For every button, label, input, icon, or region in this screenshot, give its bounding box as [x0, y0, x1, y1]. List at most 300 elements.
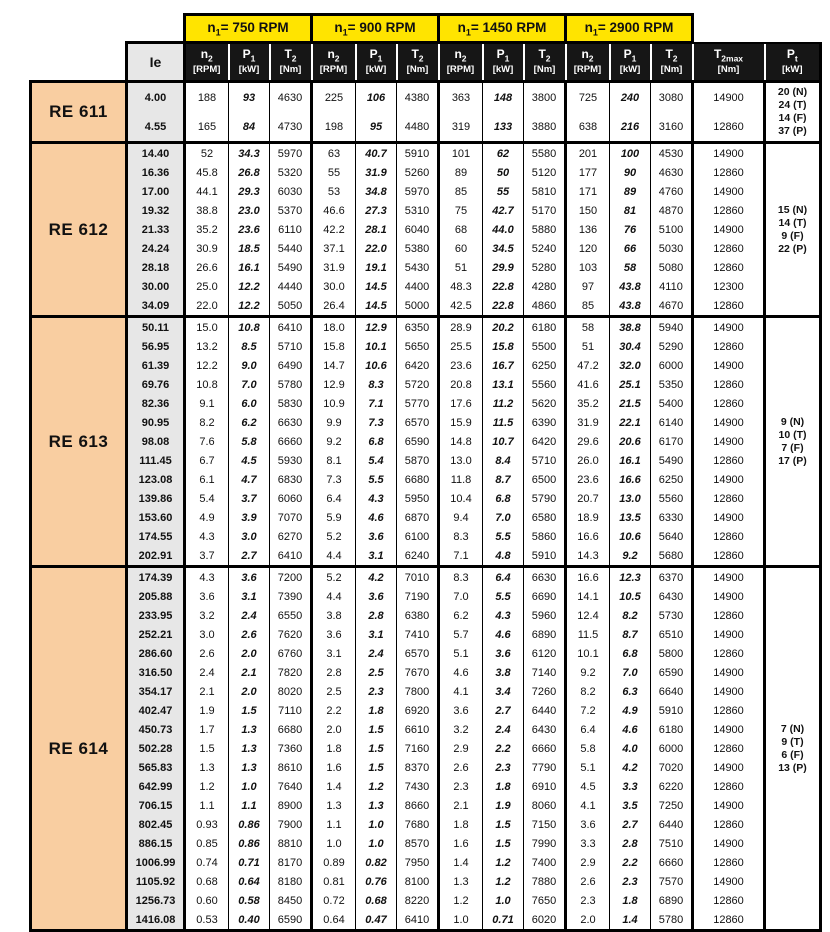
- cell-t2: 8450: [270, 891, 312, 910]
- cell-n2: 60: [439, 239, 483, 258]
- header-label: $P_1$: [369, 46, 383, 64]
- cell-n2: 89: [439, 163, 483, 182]
- cell-p1: 1.3: [356, 796, 397, 815]
- pt-note: [765, 143, 821, 317]
- t2-header-750: [270, 43, 312, 82]
- cell-t2: 5910: [397, 143, 439, 164]
- table-row: [31, 567, 821, 588]
- cell-n2: 26.6: [185, 258, 229, 277]
- cell-t2max: 14900: [693, 872, 765, 891]
- cell-n2: 52: [185, 143, 229, 164]
- cell-n2: 14.7: [312, 356, 356, 375]
- cell-n2: 2.3: [439, 777, 483, 796]
- table-row: [31, 910, 821, 931]
- cell-n2: 35.2: [566, 394, 610, 413]
- cell-p1: 3.6: [356, 527, 397, 546]
- cell-t2: 5780: [651, 910, 693, 931]
- cell-t2: 5970: [397, 182, 439, 201]
- cell-t2: 5930: [270, 451, 312, 470]
- cell-t2max: 14900: [693, 432, 765, 451]
- cell-t2: 5720: [397, 375, 439, 394]
- cell-p1: 3.3: [610, 777, 651, 796]
- cell-t2: 6220: [651, 777, 693, 796]
- table-row: [31, 356, 821, 375]
- cell-n2: 42.2: [312, 220, 356, 239]
- cell-p1: 16.6: [610, 470, 651, 489]
- cell-t2max: 12860: [693, 337, 765, 356]
- table-row: [31, 682, 821, 701]
- cell-t2max: 12860: [693, 112, 765, 143]
- cell-n2: 188: [185, 82, 229, 113]
- cell-p1: 38.8: [610, 317, 651, 338]
- cell-p1: 2.0: [229, 682, 270, 701]
- cell-p1: 31.9: [356, 163, 397, 182]
- ratio-cell: 233.95: [127, 606, 185, 625]
- cell-t2: 4400: [397, 277, 439, 296]
- ratio-cell: 16.36: [127, 163, 185, 182]
- cell-t2: 5560: [524, 375, 566, 394]
- ratio-cell: 205.88: [127, 587, 185, 606]
- cell-t2: 6890: [651, 891, 693, 910]
- cell-t2max: 14900: [693, 834, 765, 853]
- cell-n2: 47.2: [566, 356, 610, 375]
- table-row: [31, 663, 821, 682]
- table-row: [31, 872, 821, 891]
- cell-t2: 6350: [397, 317, 439, 338]
- cell-t2max: 12860: [693, 701, 765, 720]
- cell-p1: 5.5: [483, 587, 524, 606]
- ratio-cell: 174.39: [127, 567, 185, 588]
- cell-n2: 3.1: [312, 644, 356, 663]
- cell-t2: 7010: [397, 567, 439, 588]
- pt-note-line: 14 (F): [778, 112, 807, 124]
- cell-p1: 6.4: [483, 567, 524, 588]
- cell-p1: 2.3: [610, 872, 651, 891]
- cell-p1: 8.5: [229, 337, 270, 356]
- cell-p1: 8.3: [356, 375, 397, 394]
- cell-t2: 6570: [397, 413, 439, 432]
- cell-p1: 29.9: [483, 258, 524, 277]
- table-row: [31, 625, 821, 644]
- cell-t2: 6660: [270, 432, 312, 451]
- cell-t2: 8610: [270, 758, 312, 777]
- cell-n2: 31.9: [312, 258, 356, 277]
- cell-p1: 1.4: [610, 910, 651, 931]
- cell-p1: 18.5: [229, 239, 270, 258]
- cell-p1: 3.4: [483, 682, 524, 701]
- cell-n2: 0.64: [312, 910, 356, 931]
- cell-t2: 6630: [270, 413, 312, 432]
- cell-n2: 2.9: [439, 739, 483, 758]
- cell-n2: 1.9: [185, 701, 229, 720]
- cell-n2: 58: [566, 317, 610, 338]
- speed-header-750: $n_1= 750$ RPM: [185, 15, 312, 43]
- ratio-cell: 153.60: [127, 508, 185, 527]
- table-row: [31, 758, 821, 777]
- cell-p1: 0.86: [229, 815, 270, 834]
- group-label: RE 614: [31, 567, 127, 931]
- ratio-cell: 4.55: [127, 112, 185, 143]
- cell-p1: 50: [483, 163, 524, 182]
- cell-p1: 16.1: [610, 451, 651, 470]
- ratio-cell: 34.09: [127, 296, 185, 317]
- p1-header-750: [229, 43, 270, 82]
- pt-note-line: 20 (N): [777, 86, 808, 98]
- cell-t2: 6180: [651, 720, 693, 739]
- cell-t2: 5320: [270, 163, 312, 182]
- cell-p1: 13.0: [610, 489, 651, 508]
- cell-p1: 1.2: [483, 853, 524, 872]
- cell-n2: 55: [312, 163, 356, 182]
- cell-p1: 4.3: [483, 606, 524, 625]
- cell-t2: 5370: [270, 201, 312, 220]
- cell-t2: 8180: [270, 872, 312, 891]
- cell-t2: 7190: [397, 587, 439, 606]
- pt-note-line: 10 (T): [778, 428, 807, 441]
- cell-n2: 14.1: [566, 587, 610, 606]
- cell-t2: 5050: [270, 296, 312, 317]
- table-row: [31, 815, 821, 834]
- cell-p1: 3.1: [356, 546, 397, 567]
- cell-t2: 7410: [397, 625, 439, 644]
- header-unit: [RPM]: [193, 64, 221, 76]
- cell-t2: 5860: [524, 527, 566, 546]
- cell-p1: 3.6: [483, 644, 524, 663]
- header-label: $T_2$: [284, 46, 297, 64]
- cell-n2: 45.8: [185, 163, 229, 182]
- cell-t2: 7880: [524, 872, 566, 891]
- cell-p1: 6.8: [356, 432, 397, 451]
- cell-n2: 1.0: [439, 910, 483, 931]
- cell-n2: 1.2: [185, 777, 229, 796]
- ratio-cell: 354.17: [127, 682, 185, 701]
- cell-p1: 0.86: [229, 834, 270, 853]
- group-re-612: [31, 143, 821, 317]
- cell-p1: 4.6: [483, 625, 524, 644]
- cell-t2: 6690: [524, 587, 566, 606]
- cell-t2max: 14900: [693, 413, 765, 432]
- cell-p1: 1.5: [356, 739, 397, 758]
- cell-n2: 46.6: [312, 201, 356, 220]
- cell-p1: 3.5: [610, 796, 651, 815]
- cell-n2: 2.3: [566, 891, 610, 910]
- ratio-cell: 1006.99: [127, 853, 185, 872]
- cell-p1: 5.5: [356, 470, 397, 489]
- table-row: [31, 143, 821, 164]
- cell-t2: 5870: [397, 451, 439, 470]
- cell-p1: 2.7: [483, 701, 524, 720]
- header-unit: [kW]: [492, 64, 514, 76]
- cell-n2: 97: [566, 277, 610, 296]
- cell-p1: 6.8: [610, 644, 651, 663]
- cell-t2: 6610: [397, 720, 439, 739]
- cell-n2: 1.8: [439, 815, 483, 834]
- header-label: $P_t$: [786, 46, 798, 63]
- cell-p1: 1.3: [229, 739, 270, 758]
- ratio-cell: 98.08: [127, 432, 185, 451]
- cell-t2: 8100: [397, 872, 439, 891]
- table-row: [31, 606, 821, 625]
- cell-p1: 34.5: [483, 239, 524, 258]
- cell-p1: 12.2: [229, 277, 270, 296]
- cell-t2: 6590: [270, 910, 312, 931]
- cell-p1: 23.0: [229, 201, 270, 220]
- cell-p1: 2.2: [483, 739, 524, 758]
- cell-n2: 6.4: [566, 720, 610, 739]
- cell-p1: 21.5: [610, 394, 651, 413]
- cell-n2: 2.0: [566, 910, 610, 931]
- cell-n2: 5.2: [312, 567, 356, 588]
- table-row: [31, 201, 821, 220]
- cell-p1: 0.64: [229, 872, 270, 891]
- cell-n2: 14.8: [439, 432, 483, 451]
- cell-p1: 1.3: [229, 720, 270, 739]
- cell-p1: 3.8: [483, 663, 524, 682]
- cell-p1: 3.7: [229, 489, 270, 508]
- cell-n2: 2.6: [439, 758, 483, 777]
- cell-t2: 5500: [524, 337, 566, 356]
- cell-t2max: 12860: [693, 451, 765, 470]
- cell-p1: 9.0: [229, 356, 270, 375]
- cell-t2: 6110: [270, 220, 312, 239]
- header-label: $T_2$: [665, 46, 678, 64]
- cell-t2max: 12860: [693, 815, 765, 834]
- cell-t2: 8220: [397, 891, 439, 910]
- p1-header-900: [356, 43, 397, 82]
- cell-p1: 55: [483, 182, 524, 201]
- cell-n2: 1.3: [439, 872, 483, 891]
- table-row: [31, 220, 821, 239]
- ratio-cell: 502.28: [127, 739, 185, 758]
- ratio-column-header: Ie: [127, 43, 185, 82]
- cell-p1: 8.7: [483, 470, 524, 489]
- cell-t2: 5490: [270, 258, 312, 277]
- cell-p1: 216: [610, 112, 651, 143]
- cell-p1: 20.2: [483, 317, 524, 338]
- corner-spacer-right: [693, 15, 821, 43]
- cell-n2: 12.4: [566, 606, 610, 625]
- cell-t2: 6420: [524, 432, 566, 451]
- table-row: [31, 777, 821, 796]
- cell-n2: 8.3: [439, 527, 483, 546]
- cell-n2: 2.6: [185, 644, 229, 663]
- cell-t2: 6120: [524, 644, 566, 663]
- table-row: [31, 82, 821, 113]
- cell-n2: 4.4: [312, 546, 356, 567]
- cell-p1: 12.2: [229, 296, 270, 317]
- cell-t2: 4630: [270, 82, 312, 113]
- cell-n2: 10.8: [185, 375, 229, 394]
- cell-n2: 319: [439, 112, 483, 143]
- cell-t2: 4630: [651, 163, 693, 182]
- cell-p1: 7.0: [483, 508, 524, 527]
- cell-t2max: 12860: [693, 777, 765, 796]
- pt-note-line: 22 (P): [778, 242, 807, 255]
- cell-p1: 1.8: [483, 777, 524, 796]
- cell-p1: 8.2: [610, 606, 651, 625]
- cell-n2: 25.0: [185, 277, 229, 296]
- cell-p1: 66: [610, 239, 651, 258]
- cell-t2: 4760: [651, 182, 693, 201]
- cell-n2: 3.6: [439, 701, 483, 720]
- speed-header-row: [31, 15, 821, 43]
- cell-p1: 20.6: [610, 432, 651, 451]
- cell-t2: 7800: [397, 682, 439, 701]
- cell-t2: 8570: [397, 834, 439, 853]
- speed-header-2900: $n_1= 2900$ RPM: [566, 15, 693, 43]
- cell-t2: 5280: [524, 258, 566, 277]
- ratio-cell: 19.32: [127, 201, 185, 220]
- header-unit: [RPM]: [573, 64, 602, 76]
- table-row: [31, 258, 821, 277]
- cell-p1: 19.1: [356, 258, 397, 277]
- cell-p1: 0.40: [229, 910, 270, 931]
- cell-t2: 6430: [524, 720, 566, 739]
- cell-n2: 9.1: [185, 394, 229, 413]
- cell-n2: 4.5: [566, 777, 610, 796]
- cell-n2: 35.2: [185, 220, 229, 239]
- cell-p1: 10.1: [356, 337, 397, 356]
- cell-t2: 5910: [651, 701, 693, 720]
- cell-n2: 150: [566, 201, 610, 220]
- table-row: [31, 853, 821, 872]
- cell-n2: 1.4: [439, 853, 483, 872]
- cell-t2: 6660: [651, 853, 693, 872]
- cell-t2max: 12860: [693, 239, 765, 258]
- cell-t2: 6910: [524, 777, 566, 796]
- cell-t2: 5710: [270, 337, 312, 356]
- cell-n2: 4.1: [439, 682, 483, 701]
- cell-p1: 16.1: [229, 258, 270, 277]
- cell-p1: 6.8: [483, 489, 524, 508]
- cell-p1: 4.3: [356, 489, 397, 508]
- cell-p1: 5.5: [483, 527, 524, 546]
- cell-t2: 3160: [651, 112, 693, 143]
- cell-n2: 2.5: [312, 682, 356, 701]
- cell-t2: 6020: [524, 910, 566, 931]
- cell-n2: 4.3: [185, 567, 229, 588]
- cell-p1: 44.0: [483, 220, 524, 239]
- cell-p1: 22.1: [610, 413, 651, 432]
- cell-n2: 11.5: [566, 625, 610, 644]
- cell-p1: 7.0: [610, 663, 651, 682]
- cell-n2: 4.9: [185, 508, 229, 527]
- cell-p1: 2.2: [610, 853, 651, 872]
- ratio-cell: 4.00: [127, 82, 185, 113]
- cell-t2max: 14900: [693, 317, 765, 338]
- cell-n2: 3.2: [185, 606, 229, 625]
- cell-n2: 3.6: [566, 815, 610, 834]
- cell-n2: 18.0: [312, 317, 356, 338]
- cell-t2: 5880: [524, 220, 566, 239]
- cell-p1: 0.76: [356, 872, 397, 891]
- cell-n2: 201: [566, 143, 610, 164]
- cell-p1: 11.2: [483, 394, 524, 413]
- corner-spacer: [31, 15, 185, 43]
- cell-p1: 133: [483, 112, 524, 143]
- cell-t2: 6490: [270, 356, 312, 375]
- cell-t2: 3800: [524, 82, 566, 113]
- cell-n2: 37.1: [312, 239, 356, 258]
- cell-t2: 5350: [651, 375, 693, 394]
- ratio-cell: 174.55: [127, 527, 185, 546]
- cell-n2: 6.7: [185, 451, 229, 470]
- cell-n2: 3.3: [566, 834, 610, 853]
- cell-n2: 44.1: [185, 182, 229, 201]
- cell-n2: 13.2: [185, 337, 229, 356]
- cell-n2: 7.0: [439, 587, 483, 606]
- cell-p1: 2.4: [483, 720, 524, 739]
- header-label: $P_1$: [623, 46, 637, 64]
- cell-p1: 1.0: [229, 777, 270, 796]
- cell-p1: 5.4: [356, 451, 397, 470]
- cell-p1: 1.0: [356, 815, 397, 834]
- cell-n2: 2.6: [566, 872, 610, 891]
- pt-note-line: 17 (P): [778, 454, 807, 467]
- cell-p1: 76: [610, 220, 651, 239]
- cell-p1: 15.8: [483, 337, 524, 356]
- cell-t2: 6100: [397, 527, 439, 546]
- cell-t2: 6890: [524, 625, 566, 644]
- cell-t2: 7820: [270, 663, 312, 682]
- cell-t2: 6270: [270, 527, 312, 546]
- table-row: [31, 277, 821, 296]
- cell-p1: 1.0: [483, 891, 524, 910]
- cell-n2: 1.3: [185, 758, 229, 777]
- header-unit: [RPM]: [319, 64, 348, 76]
- cell-n2: 26.4: [312, 296, 356, 317]
- cell-p1: 4.2: [610, 758, 651, 777]
- cell-n2: 0.81: [312, 872, 356, 891]
- header-unit: [kW]: [781, 63, 803, 75]
- header-unit: [kW]: [238, 64, 260, 76]
- cell-p1: 34.3: [229, 143, 270, 164]
- header-unit: [kW]: [365, 64, 387, 76]
- cell-n2: 16.6: [566, 527, 610, 546]
- cell-n2: 25.5: [439, 337, 483, 356]
- cell-n2: 23.6: [439, 356, 483, 375]
- cell-t2max: 12860: [693, 163, 765, 182]
- cell-p1: 4.6: [356, 508, 397, 527]
- cell-t2max: 12860: [693, 910, 765, 931]
- p1-header-2900: [610, 43, 651, 82]
- cell-p1: 22.8: [483, 277, 524, 296]
- cell-p1: 90: [610, 163, 651, 182]
- cell-t2: 7360: [270, 739, 312, 758]
- cell-t2max: 12300: [693, 277, 765, 296]
- pt-note-line: 13 (P): [778, 761, 807, 774]
- cell-n2: 0.89: [312, 853, 356, 872]
- header-unit: [Nm]: [533, 64, 556, 76]
- cell-t2: 7670: [397, 663, 439, 682]
- cell-p1: 2.8: [356, 606, 397, 625]
- cell-p1: 2.1: [229, 663, 270, 682]
- cell-t2: 3080: [651, 82, 693, 113]
- cell-t2: 6410: [397, 910, 439, 931]
- cell-p1: 27.3: [356, 201, 397, 220]
- cell-p1: 6.0: [229, 394, 270, 413]
- cell-n2: 5.8: [566, 739, 610, 758]
- cell-n2: 2.4: [185, 663, 229, 682]
- cell-t2: 6500: [524, 470, 566, 489]
- cell-n2: 14.3: [566, 546, 610, 567]
- cell-n2: 29.6: [566, 432, 610, 451]
- cell-p1: 95: [356, 112, 397, 143]
- cell-p1: 7.3: [356, 413, 397, 432]
- cell-t2: 5290: [651, 337, 693, 356]
- cell-p1: 8.4: [483, 451, 524, 470]
- table-row: [31, 587, 821, 606]
